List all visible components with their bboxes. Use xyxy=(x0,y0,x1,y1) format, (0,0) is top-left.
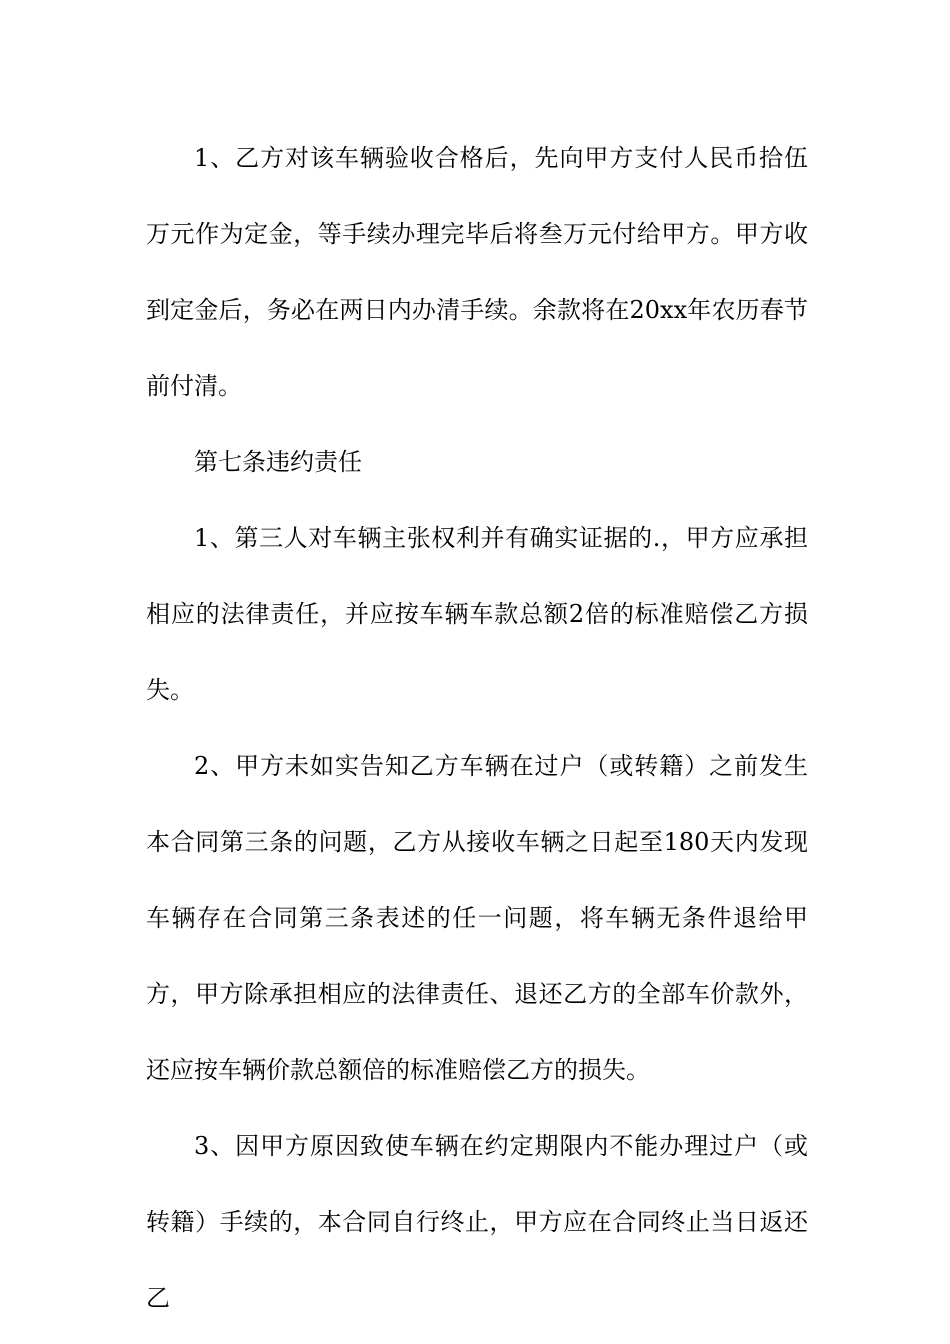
paragraph-breach-2: 2、甲方未如实告知乙方车辆在过户（或转籍）之前发生本合同第三条的问题，乙方从接收车辆之日起至180天内发现车辆存在合同第三条表述的任一问题，将车辆无条件退给甲方，甲方除承担相应的法律责任、退还乙方的全部车价款外，还应按车辆价款总额倍的标准赔偿乙方的损失。 xyxy=(146,752,808,1084)
document-body xyxy=(146,120,808,1336)
paragraph-breach-3: 3、因甲方原因致使车辆在约定期限内不能办理过户（或转籍）手续的，本合同自行终止，甲方应在合同终止当日返还乙 xyxy=(146,1132,808,1312)
paragraph-payment-clause: 1、乙方对该车辆验收合格后，先向甲方支付人民币拾伍万元作为定金，等手续办理完毕后将叁万元付给甲方。甲方收到定金后，务必在两日内办清手续。余款将在20xx年农历春节前付清。 xyxy=(146,144,808,400)
section-heading-article-7: 第七条违约责任 xyxy=(194,448,362,476)
paragraph-breach-1: 1、第三人对车辆主张权利并有确实证据的.，甲方应承担相应的法律责任，并应按车辆车款总额2倍的标准赔偿乙方损失。 xyxy=(146,524,808,704)
